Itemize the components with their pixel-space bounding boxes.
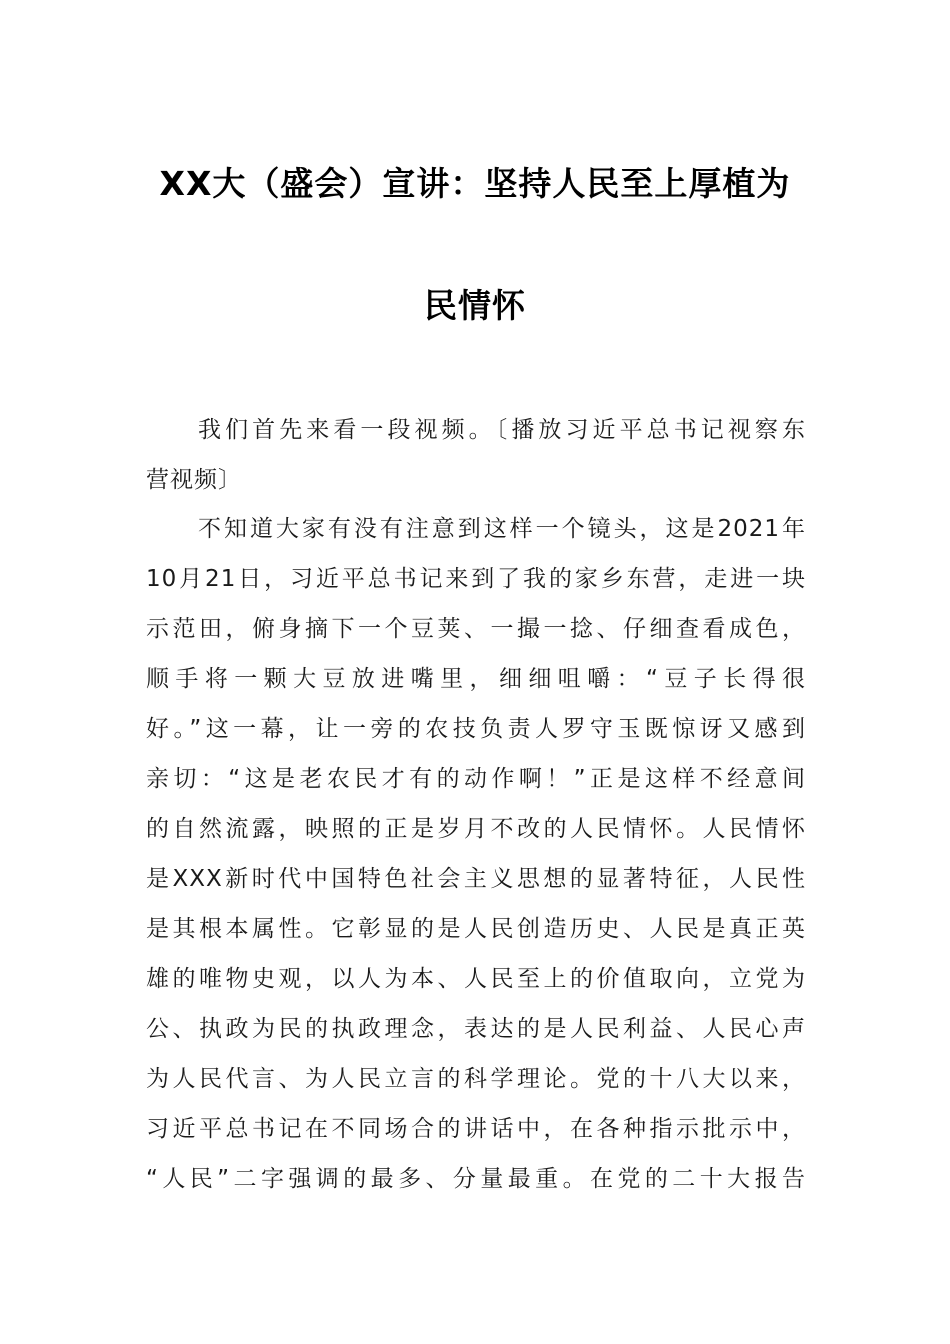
text-line: 是XXX新时代中国特色社会主义思想的显著特征，人民性 (146, 866, 806, 892)
document-title-line-1: XX大（盛会）宣讲：坚持人民至上厚植为 (159, 164, 791, 203)
text-line: 亲切：“这是老农民才有的动作啊！”正是这样不经意间 (146, 766, 806, 792)
text-line: 为人民代言、为人民立言的科学理论。党的十八大以来， (146, 1066, 806, 1092)
text-line: 习近平总书记在不同场合的讲话中，在各种指示批示中， (146, 1116, 806, 1142)
text-line: 雄的唯物史观，以人为本、人民至上的价值取向，立党为 (146, 966, 806, 992)
text-line: 公、执政为民的执政理念，表达的是人民利益、人民心声 (146, 1016, 806, 1042)
text-line: “人民”二字强调的最多、分量最重。在党的二十大报告 (146, 1166, 806, 1192)
text-line: 示范田，俯身摘下一个豆荚、一撮一捻、仔细查看成色， (146, 616, 806, 642)
text-line: 好。”这一幕，让一旁的农技负责人罗守玉既惊讶又感到 (146, 716, 806, 742)
paragraph-2 (146, 504, 806, 1204)
text-line: 我们首先来看一段视频。〔播放习近平总书记视察东 (198, 417, 806, 443)
text-line: 是其根本属性。它彰显的是人民创造历史、人民是真正英 (146, 916, 806, 942)
document-title-line-2: 民情怀 (424, 286, 526, 325)
text-line: 营视频〕 (146, 467, 242, 493)
paragraph-1 (146, 405, 806, 505)
text-line: 10月21日，习近平总书记来到了我的家乡东营，走进一块 (146, 566, 806, 592)
text-line: 的自然流露，映照的正是岁月不改的人民情怀。人民情怀 (146, 816, 806, 842)
text-line: 顺手将一颗大豆放进嘴里，细细咀嚼：“豆子长得很 (146, 666, 806, 692)
text-line: 不知道大家有没有注意到这样一个镜头，这是2021年 (198, 516, 806, 542)
